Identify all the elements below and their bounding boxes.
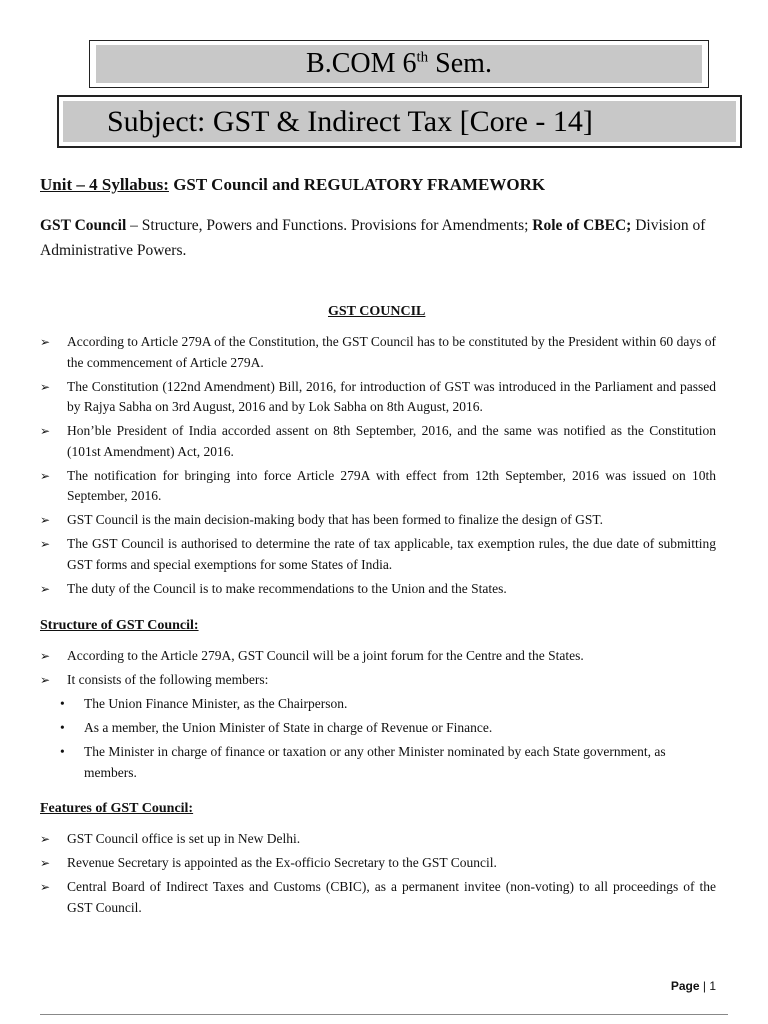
arrow-bullet-icon: ➢: [40, 673, 51, 687]
list-item: ➢ The GST Council is authorised to determine the rate of tax applicable, tax exemption rules, the due date of submitting GST forms and special exemptions for some States of India.: [40, 536, 716, 572]
intro-bold-role-cbec: Role of CBEC;: [532, 217, 632, 234]
structure-list: [40, 646, 716, 694]
list-item: ➢ According to the Article 279A, GST Council will be a joint forum for the Centre and the States.: [40, 646, 716, 667]
intro-bold-gst-council: GST Council: [40, 217, 127, 234]
page-separator: |: [699, 979, 710, 993]
structure-heading: Structure of GST Council:: [40, 618, 199, 633]
list-item: • As a member, the Union Minister of State in charge of Revenue or Finance.: [58, 718, 716, 739]
dot-bullet-icon: •: [60, 720, 65, 735]
dot-bullet-icon: •: [60, 744, 65, 759]
features-heading: Features of GST Council:: [40, 801, 194, 816]
list-item: • The Minister in charge of finance or taxation or any other Minister nominated by each State government, as members.: [60, 744, 666, 780]
arrow-bullet-icon: ➢: [40, 379, 51, 394]
list-item: ➢ According to Article 279A of the Constitution, the GST Council has to be constituted by the President within 60 days of the commencement of Article 279A.: [40, 334, 716, 370]
page-number-value: 1: [709, 979, 716, 993]
list-item: ➢ Revenue Secretary is appointed as the Ex-officio Secretary to the GST Council.: [40, 853, 716, 874]
unit-heading: [40, 175, 545, 195]
syllabus-intro: [40, 213, 730, 263]
list-item: ➢ Central Board of Indirect Taxes and Customs (CBIC), as a permanent invitee (non-voting) to all proceedings of the GST Council.: [40, 879, 716, 915]
list-item: ➢ The Constitution (122nd Amendment) Bill, 2016, for introduction of GST was introduced in the Parliament and passed by Rajya Sabha on 3rd August, 2016 and by Lok Sabha on 8th August, 2016.: [40, 378, 716, 414]
arrow-bullet-icon: ➢: [40, 513, 51, 527]
course-title-box: [89, 40, 709, 88]
list-item: ➢ The duty of the Council is to make recommendations to the Union and the States.: [40, 579, 716, 600]
arrow-bullet-icon: ➢: [40, 424, 51, 438]
unit-label: Unit – 4 Syllabus:: [40, 175, 169, 194]
unit-title: GST Council and REGULATORY FRAMEWORK: [168, 175, 546, 194]
arrow-bullet-icon: ➢: [40, 880, 51, 894]
intro-text-2: Division of Administrative Powers.: [40, 217, 706, 259]
list-item: ➢ Hon’ble President of India accorded assent on 8th September, 2016, and the same was notified as the Constitution (101st Amendment) Act, 2016.: [40, 423, 716, 459]
course-title: B.COM 6th Sem.: [306, 48, 492, 79]
page-number: [671, 979, 716, 993]
list-item: ➢ GST Council is the main decision-making body that has been formed to finalize the design of GST.: [40, 510, 716, 531]
arrow-bullet-icon: ➢: [40, 581, 51, 596]
list-item: ➢ The notification for bringing into force Article 279A with effect from 12th September, 2016 was issued on 10th September, 2016.: [40, 467, 716, 503]
arrow-bullet-icon: ➢: [40, 468, 51, 483]
subject-title-box: [57, 95, 742, 148]
list-item: • The Union Finance Minister, as the Chairperson.: [58, 694, 716, 715]
arrow-bullet-icon: ➢: [40, 537, 51, 551]
arrow-bullet-icon: ➢: [40, 335, 51, 349]
intro-text-1: – Structure, Powers and Functions. Provisions for Amendments;: [126, 217, 533, 234]
page-label: Page: [670, 979, 700, 993]
subject-title: Subject: GST & Indirect Tax [Core - 14]: [107, 104, 593, 138]
gst-council-list: [40, 332, 716, 603]
gst-council-heading: GST COUNCIL: [328, 304, 426, 319]
list-item: ➢ GST Council office is set up in New Delhi.: [40, 829, 716, 850]
arrow-bullet-icon: ➢: [40, 649, 51, 663]
features-list: [40, 829, 716, 922]
members-list: [58, 694, 716, 787]
footer-divider: [40, 1014, 728, 1015]
arrow-bullet-icon: ➢: [40, 832, 51, 846]
arrow-bullet-icon: ➢: [40, 856, 51, 870]
dot-bullet-icon: •: [60, 696, 65, 711]
list-item: ➢ It consists of the following members:: [40, 670, 716, 691]
